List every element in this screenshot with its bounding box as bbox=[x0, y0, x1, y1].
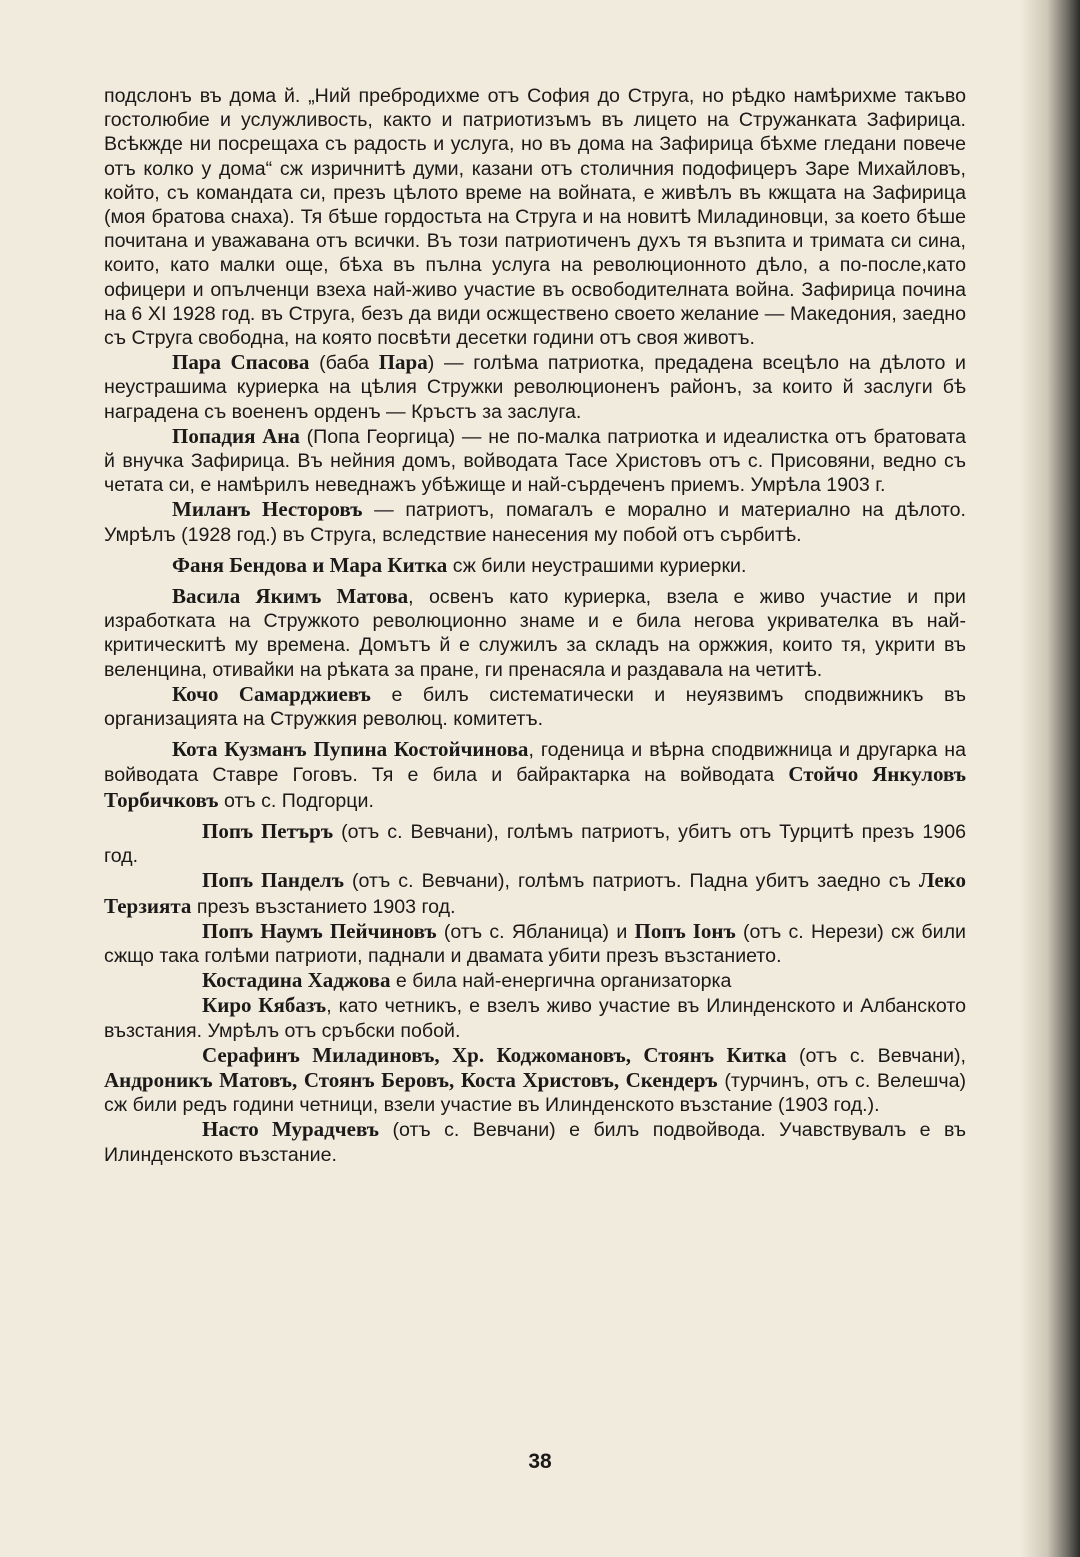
text-run: , освенъ като куриерка, взела е живо участие и при изработката на Стружкото революционно знаме и е била негова укривателка въ най-критическитѣ му времена. Домътъ й е служилъ за складъ на оржжия, които тя, укрити въ веленцина, отивайки на рѣката за пране, ги пренасяла и раздавала на четитѣ. bbox=[104, 586, 966, 681]
text-run: презъ възстанието 1903 год. bbox=[191, 895, 456, 918]
paragraph-9 bbox=[104, 819, 966, 868]
text-run: , като четникъ, е взелъ живо участие въ Илинденското и Албанското възстания. Умрѣлъ отъ сръбски побой. bbox=[104, 995, 966, 1042]
paragraph-15 bbox=[104, 1117, 966, 1166]
text-run: (баба bbox=[309, 352, 379, 375]
text-run: подслонъ въ дома й. „Ний пребродихме отъ София до Струга, но рѣдко намѣрихме такъво гостолюбие и услужливость, както и патриотизъмъ въ лицето на Стружанката Зафирица. Всѣкждe ни посрещаха съ радость и услуга, но въ дома на Зафирица бѣхме гледани повече отъ колко у дома“ сж изричнитѣ думи, казани отъ столичния подофицеръ Заре Михайловъ, който, съ командата си, презъ цѣлото време на войната, е живѣлъ въ кжщата на Зафирица (моя братова снаха). Тя бѣше гордостьта на Струга и на новитѣ Миладиновци, за което бѣше почитана и уважавана отъ всички. Въ този патриотиченъ духъ тя възпита и тримата си сина, които, като малки още, бѣха въ пълна услуга на революционното дѣло, а по-после,като офицери и опълченци взеха най-живо участие въ освободителната война. Зафирица почина на 6 XI 1928 год. въ Струга, безъ да види осжществено своето желание — Македония, заедно съ Струга свободна, на която посвѣти десетки години отъ своя животъ. bbox=[104, 85, 966, 350]
person-name: Васила Якимъ Матова bbox=[172, 584, 409, 609]
person-name: Кочо Самарджиевъ bbox=[172, 681, 371, 706]
paragraph-4 bbox=[104, 497, 966, 546]
person-name: Киро Кябазъ bbox=[202, 993, 327, 1018]
text-run: (отъ с. Нерези) сж били сжщо така голѣми патриоти, паднали и двамата убити презъ възстанието. bbox=[104, 920, 966, 967]
text-run: , годеница и вѣрна сподвижница и другарка на войводата Ставре Гоговъ. Тя е била и байрактарка на войводата bbox=[104, 739, 966, 787]
paragraph-10 bbox=[104, 868, 966, 918]
person-name: Стойчо Янкуловъ Торбичковъ bbox=[104, 762, 967, 812]
person-name: Попъ Іонъ bbox=[634, 918, 736, 943]
person-name: Пара bbox=[378, 350, 428, 375]
person-name: Леко Терзията bbox=[104, 868, 966, 918]
person-name: Фаня Бендова и Мара Китка bbox=[172, 552, 448, 577]
text-run: (отъ с. Вевчани), голѣмъ патриотъ. Падна убитъ заедно съ bbox=[343, 870, 919, 893]
paragraph-13 bbox=[104, 993, 966, 1042]
text-run: (отъ с. Вевчани) е билъ подвойвода. Учавствувалъ е въ Илинденското възстание. bbox=[104, 1119, 966, 1166]
text-run: (отъ с. Ябланица) и bbox=[436, 920, 635, 943]
page-edge-shadow bbox=[1020, 0, 1080, 1557]
paragraph-14 bbox=[104, 1043, 966, 1118]
person-name: Андроникъ Матовъ, Стоянъ Беровъ, Коста Христовъ, Скендеръ bbox=[104, 1067, 718, 1092]
paragraph-8 bbox=[104, 737, 966, 813]
person-name: Миланъ Несторовъ bbox=[172, 497, 363, 522]
person-name: Попъ Петъръ bbox=[202, 818, 334, 843]
text-run: (турчинъ, отъ с. Велешча) сж били редъ години четници, взели участие въ Илинденското възстание (1903 год.). bbox=[104, 1069, 967, 1117]
person-name: Насто Мурадчевъ bbox=[202, 1117, 380, 1142]
paragraph-11 bbox=[104, 919, 966, 968]
page-number: 38 bbox=[528, 1450, 552, 1473]
paragraph-1 bbox=[104, 84, 966, 350]
person-name: Попъ Наумъ Пейчиновъ bbox=[202, 918, 437, 943]
paragraph-7 bbox=[104, 682, 966, 731]
paragraph-6 bbox=[104, 584, 966, 682]
person-name: Попъ Панделъ bbox=[202, 868, 344, 893]
paragraph-3 bbox=[104, 424, 966, 498]
person-name: Кота Кузманъ Пупина Костойчинова bbox=[172, 737, 529, 762]
person-name: Серафинъ Миладиновъ, Хр. Коджомановъ, Стоянъ Китка bbox=[202, 1042, 787, 1067]
text-run: (Попа Георгица) — не по-малка патриотка и идеалистка отъ братовата й внучка Зафирица. Въ нейния домъ, войводата Тасе Христовъ отъ с. Присовяни, ведно съ четата си, е намѣрилъ неведнажъ убѣжище и най-сърдеченъ приемъ. Умрѣла 1903 г. bbox=[104, 425, 966, 497]
paragraph-5 bbox=[104, 553, 966, 578]
text-run: ) — голѣма патриотка, предадена всецѣло на дѣлото и неустрашима куриерка на цѣлия Стружки революционенъ районъ, за които й заслуги бѣ наградена съ воененъ орденъ — Кръстъ за заслуга. bbox=[104, 352, 966, 423]
paragraph-2 bbox=[104, 350, 966, 424]
person-name: Пара Спасова bbox=[172, 350, 310, 375]
text-run: отъ с. Подгорци. bbox=[218, 789, 374, 812]
text-run: е била най-енергична организаторка bbox=[390, 970, 732, 993]
text-run: — патриотъ, помагалъ е морално и материално на дѣлото. Умрѣлъ (1928 год.) въ Струга, вследствие нанесения му побой отъ сърбитѣ. bbox=[104, 499, 966, 546]
person-name: Костадина Хаджова bbox=[202, 968, 391, 993]
text-run: е билъ систематически и неуязвимъ сподвижникъ въ организацията на Стружкия революц. комитетъ. bbox=[104, 683, 966, 731]
text-run: (отъ с. Вевчани), голѣмъ патриотъ, убитъ отъ Турцитѣ презъ 1906 год. bbox=[104, 820, 966, 868]
paragraph-12 bbox=[104, 968, 966, 993]
page-text bbox=[104, 84, 966, 1167]
person-name: Попадия Ана bbox=[172, 423, 300, 448]
text-run: сж били неустрашими куриерки. bbox=[447, 554, 747, 577]
text-run: (отъ с. Вевчани), bbox=[786, 1044, 966, 1067]
